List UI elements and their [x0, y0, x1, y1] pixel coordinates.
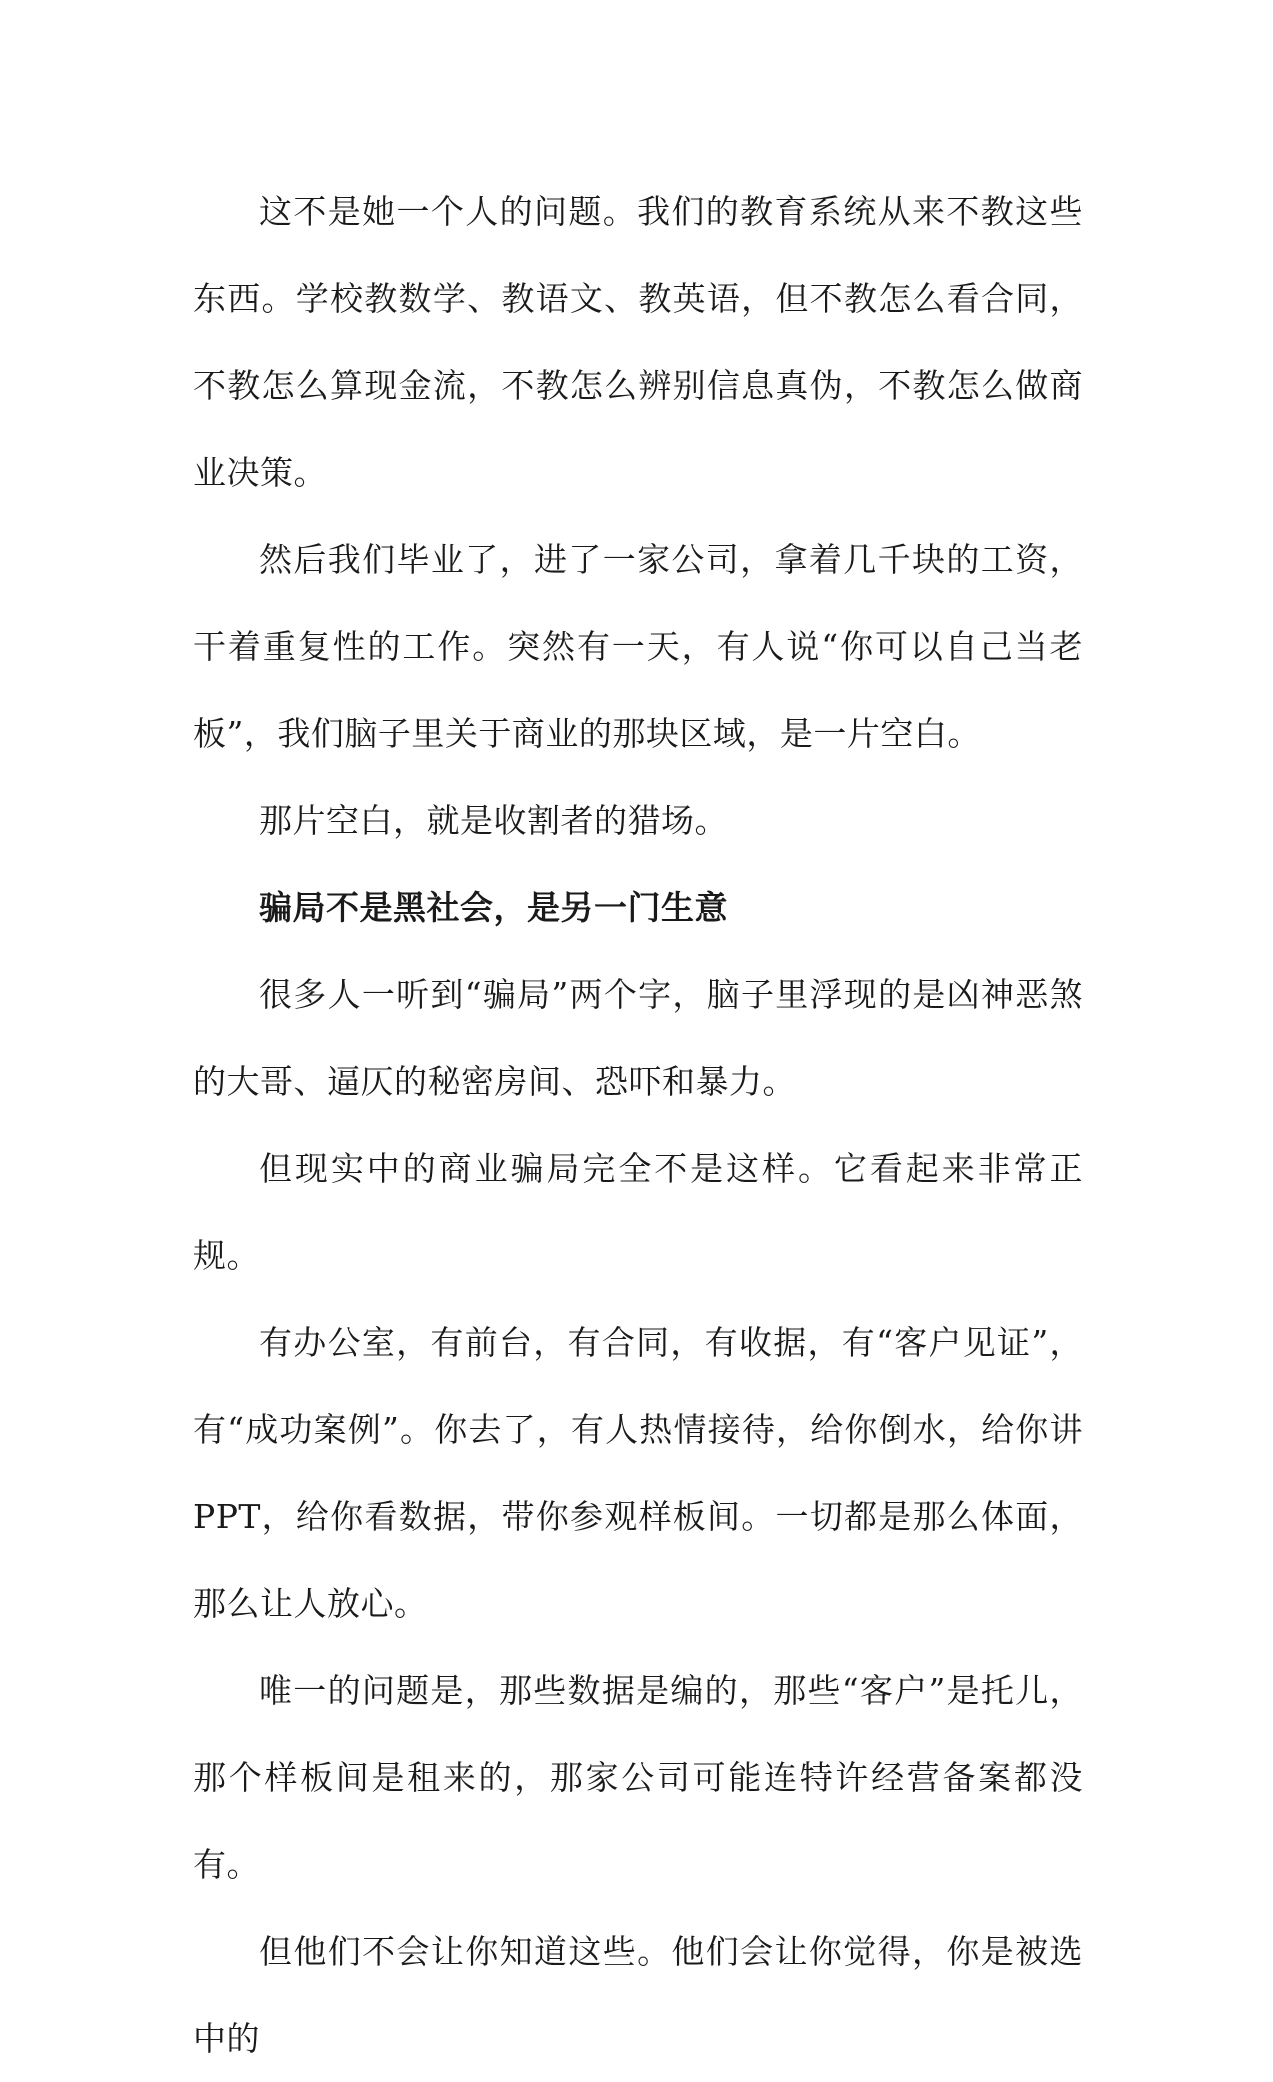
paragraph-8 [193, 1908, 1083, 2082]
text-line: 但现实中的商业骗局完全不是这样。它看起来非常正规。 [193, 1149, 1083, 1275]
document-body [193, 168, 1083, 2082]
text-line: 看数据，带你参观样板间。一切都是那么体面，那么让人放心。 [193, 1497, 1084, 1623]
text-line: 唯一的问题是，那些数据是编的，那些“客户”是托儿，那 [193, 1671, 1083, 1797]
text-line: 重复性的工作。突然有一天，有人说“你可以自己当老板”，我们 [193, 627, 1083, 753]
text-line: 学校教数学、教语文、教英语，但不教怎么看合同，不教怎么算 [193, 279, 1084, 405]
text-line: 很多人一听到“骗局”两个字，脑子里浮现的是凶神恶煞的 [193, 975, 1083, 1101]
section-heading [193, 864, 1083, 951]
text-line: 功案例”。你去了，有人热情接待，给你倒水，给你讲 PPT，给你 [193, 1410, 1083, 1536]
text-line: 这不是她一个人的问题。我们的教育系统从来不教这些东西。 [193, 192, 1083, 318]
text-line: 有办公室，有前台，有合同，有收据，有“客户见证”，有“成 [193, 1323, 1083, 1449]
text-line: 个样板间是租来的，那家公司可能连特许经营备案都没有。 [193, 1758, 1083, 1884]
text-line: 脑子里关于商业的那块区域，是一片空白。 [344, 714, 981, 753]
heading-text: 骗局不是黑社会，是另一门生意 [259, 888, 728, 927]
paragraph-6 [193, 1299, 1083, 1647]
paragraph-3 [193, 777, 1083, 864]
text-line: 大哥、逼仄的秘密房间、恐吓和暴力。 [226, 1062, 796, 1101]
paragraph-2 [193, 516, 1083, 777]
text-line: 但他们不会让你知道这些。他们会让你觉得，你是被选中的 [193, 1932, 1083, 2058]
text-line: 那片空白，就是收割者的猎场。 [259, 801, 728, 840]
text-line: 现金流，不教怎么辨别信息真伪，不教怎么做商业决策。 [193, 366, 1084, 492]
text-line: 然后我们毕业了，进了一家公司，拿着几千块的工资，干着 [193, 540, 1083, 666]
paragraph-1 [193, 168, 1083, 516]
paragraph-4 [193, 951, 1083, 1125]
paragraph-5 [193, 1125, 1083, 1299]
paragraph-7 [193, 1647, 1083, 1908]
